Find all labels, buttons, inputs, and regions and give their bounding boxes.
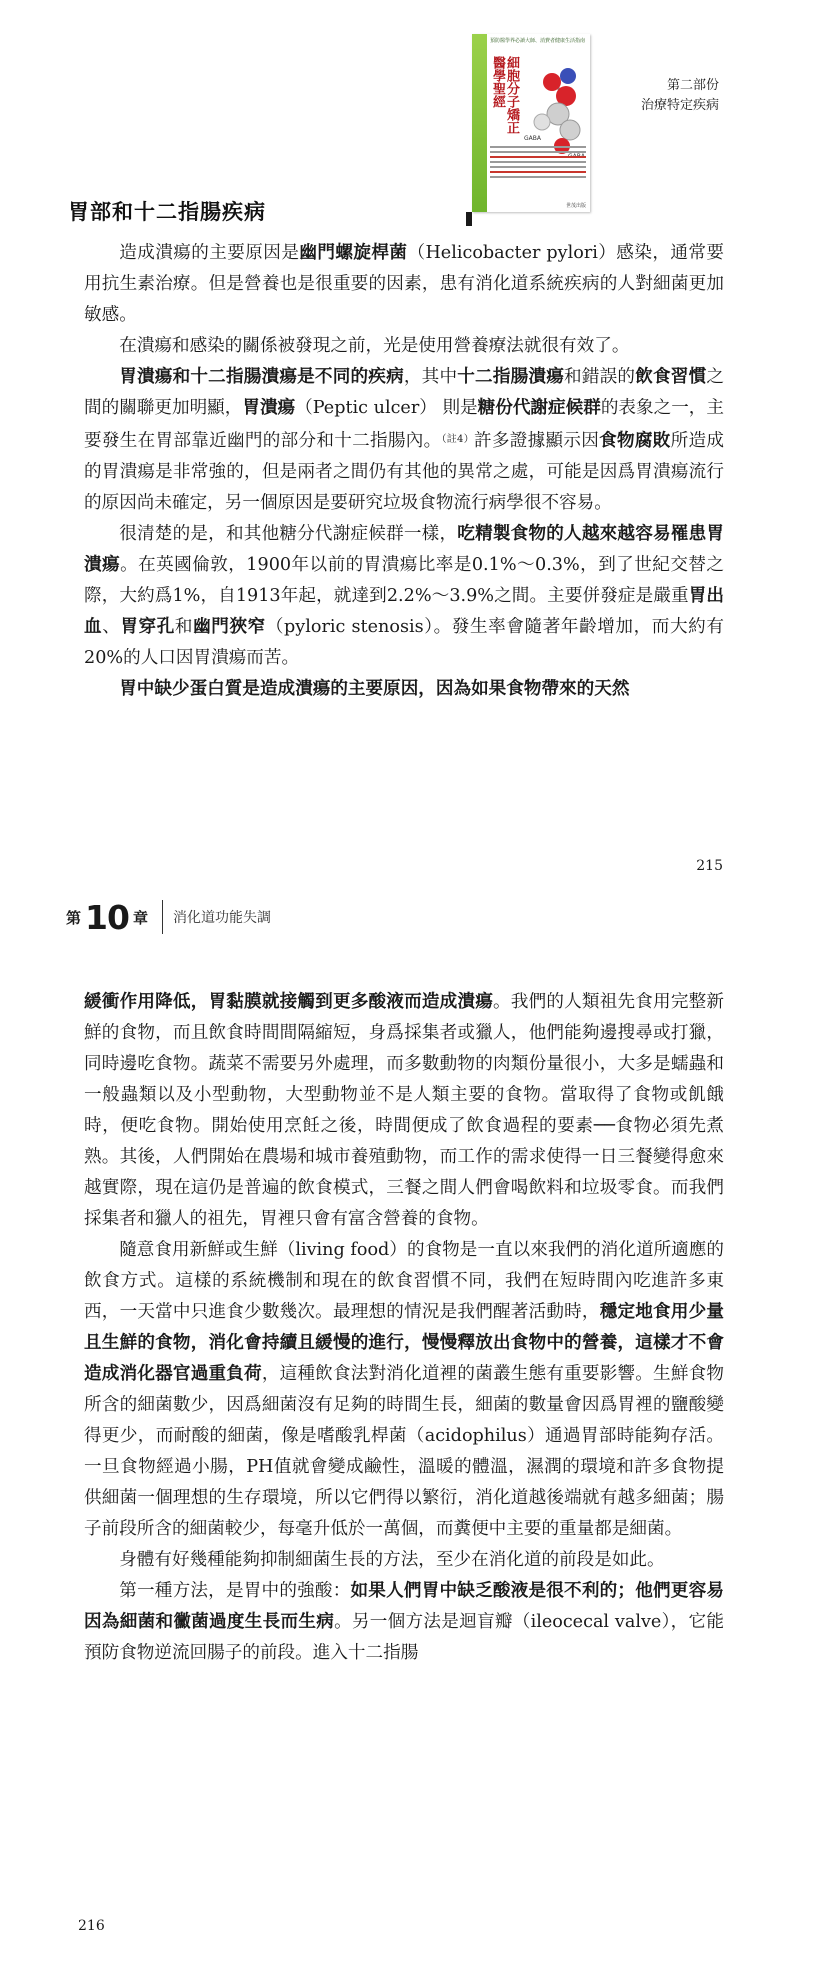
footnote-ref: （註4） [441,434,474,445]
text-run: 。在英國倫敦，1900年以前的胃潰瘍比率是0.1%～0.3%，到了世紀交替之際，大約爲1%，自1913年起，就達到2.2%～3.9%之間。主要併發症是嚴重 [84,555,724,606]
paragraph [84,987,724,1235]
paragraph [84,1576,724,1669]
paragraph [84,1235,724,1545]
body-text-page-216 [84,987,724,1669]
text-run: 之間的關聯更加明顯， [84,367,724,418]
chapter-suffix: 章 [132,908,148,927]
text-run: 許多證據顯示因 [473,431,600,451]
text-run: （Peptic ulcer） 則是 [295,398,478,418]
text-run: 很清楚的是，和其他糖分代謝症候群一樣， [119,524,458,544]
text-run: ，其中 [403,367,458,387]
chapter-prefix: 第 [66,908,82,927]
paragraph [84,362,724,519]
bold-run: 胃穿孔 [120,617,175,637]
part-label [641,76,719,116]
page-215 [0,0,829,960]
bold-run: 幽門螺旋桿菌 [299,243,408,263]
bold-run: 飲食習慣 [635,367,707,387]
text-run: （pyloric stenosis）。發生率會隨著年齡增加，而大約有20%的人口因胃潰瘍而苦。 [84,617,724,668]
text-run: 在潰瘍和感染的關係被發現之前，光是使用營養療法就很有效了。 [119,336,630,356]
part-label-line1: 第二部份 [666,78,719,93]
bold-run: 吃精製食物的人越來越容易罹患胃潰瘍 [84,524,724,575]
chapter-number: 10 [85,897,129,937]
bold-run: 幽門狹窄 [193,617,266,637]
chapter-header [66,895,271,939]
bold-run: 胃潰瘍 [242,398,296,418]
text-run: 和 [174,617,194,637]
paragraph [84,331,724,362]
paragraph [84,519,724,674]
page-number: 215 [696,858,723,874]
text-run: 身體有好幾種能夠抑制細菌生長的方法，至少在消化道的前段是如此。 [119,1550,665,1570]
cover-bookmark [466,212,472,226]
cover-tagline: 預防醫學界必讀大師、消費者健康生活指南 [490,38,586,44]
bold-run: 胃中缺少蛋白質是造成潰瘍的主要原因，因為如果食物帶來的天然 [119,679,630,699]
text-run: ，這種飲食法對消化道裡的菌叢生態有重要影響。生鮮食物所含的細菌數少，因爲細菌沒有足夠的時間生長，細菌的數量會因爲胃裡的鹽酸變得更少，而耐酸的細菌，像是嗜酸乳桿菌（acidophilus）通過胃部時能夠存活。一旦食物經過小腸，PH值就會變成鹼性，溫暖的體溫，濕潤的環境和許多食物提供細菌一個理想的生存環境，所以它們得以繁衍，消化道越後端就有越多細菌；腸子前段所含的細菌較少，每毫升低於一萬個，而糞便中主要的重量都是細菌。 [84,1364,724,1539]
cover-publisher: 世茂出版 [565,203,586,209]
paragraph [84,1545,724,1576]
bold-run: 穩定地食用少量且生鮮的食物，消化會持續且緩慢的進行，慢慢釋放出食物中的營養，這樣才不會造成消化器官過重負荷 [84,1302,724,1384]
section-title: 胃部和十二指腸疾病 [68,200,266,224]
cover-author-lines [490,146,586,181]
paragraph [84,674,724,705]
text-run: 。另一個方法是迴盲瓣（ileocecal valve），它能預防食物逆流回腸子的前段。進入十二指腸 [84,1612,724,1663]
text-run: 的表象之一，主要發生在胃部靠近幽門的部分和十二指腸內。 [84,398,724,451]
chapter-name: 消化道功能失調 [172,910,271,926]
body-text-page-215 [84,238,724,705]
text-run: 造成潰瘍的主要原因是 [119,243,300,263]
bold-run: 胃出血 [84,586,724,637]
text-run: 第一種方法，是胃中的強酸： [119,1581,351,1601]
bold-run: 胃潰瘍和十二指腸潰瘍是不同的疾病 [119,367,404,387]
bold-run: 十二指腸潰瘍 [457,367,565,387]
text-run: 隨意食用新鮮或生鮮（living food）的食物是一直以來我們的消化道所適應的飲食方式。這樣的系統機制和現在的飲食習慣不同，我們在短時間內吃進許多東西，一天當中只進食少數幾次。最理想的情況是我們醒著活動時， [84,1240,724,1322]
cover-title: 細胞分子矯正醫學聖經 [490,56,519,134]
text-run: 和錯誤的 [564,367,636,387]
page-number: 216 [78,1918,105,1934]
molecule-label: GABA [524,135,541,142]
cover-band [487,34,590,54]
chapter-divider [162,900,163,934]
bold-run: 食物腐敗 [599,431,671,451]
text-run: 、 [102,617,121,637]
text-run: 。我們的人類祖先食用完整新鮮的食物，而且飲食時間間隔縮短，身爲採集者或獵人，他們能夠邊搜尋或打獵，同時邊吃食物。蔬菜不需要另外處理，而多數動物的肉類份量很小，大多是蠕蟲和一般蟲類以及小型動物，大型動物並不是人類主要的食物。當取得了食物或飢餓時，便吃食物。開始使用烹飪之後，時間便成了飲食過程的要素──食物必須先煮熟。其後，人們開始在農場和城市養殖動物，而工作的需求使得一日三餐變得愈來越實際，現在這仍是普遍的飲食模式，三餐之間人們會喝飲料和垃圾零食。而我們採集者和獵人的祖先，胃裡只會有富含營養的食物。 [84,992,724,1229]
bold-run: 如果人們胃中缺乏酸液是很不利的；他們更容易因為細菌和黴菌過度生長而生病 [84,1581,724,1632]
paragraph [84,238,724,331]
text-run: （Helicobacter pylori）感染，通常要用抗生素治療。但是營養也是很重要的因素，患有消化道系統疾病的人對細菌更加敏感。 [84,243,724,325]
book-cover-image [472,34,590,212]
cover-spine [472,34,487,212]
bold-run: 緩衝作用降低，胃黏膜就接觸到更多酸液而造成潰瘍 [84,992,493,1012]
bold-run: 糖份代謝症候群 [477,398,601,418]
part-label-line2: 治療特定疾病 [640,98,719,113]
text-run: 所造成的胃潰瘍是非常強的，但是兩者之間仍有其他的異常之處，可能是因爲胃潰瘍流行的原因尚未確定，另一個原因是要研究垃圾食物流行病學很不容易。 [84,431,724,513]
